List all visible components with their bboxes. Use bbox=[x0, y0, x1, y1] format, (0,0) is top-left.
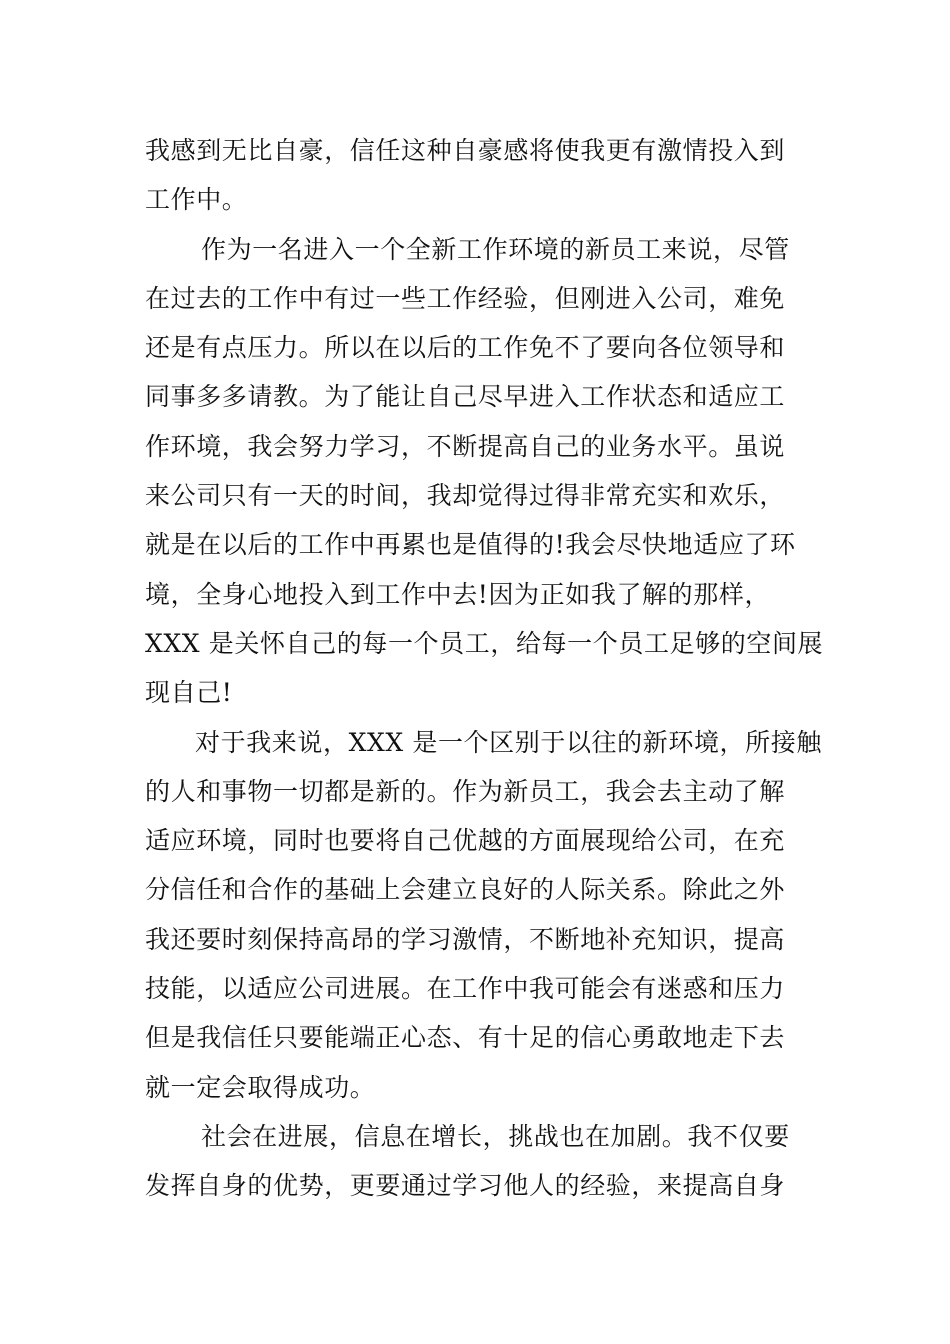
paragraph-start-line: 作为一名进入一个全新工作环境的新员工来说，尽管 bbox=[201, 234, 790, 264]
text-line: 同事多多请教。为了能让自己尽早进入工作状态和适应工 bbox=[145, 382, 786, 412]
text-line: 发挥自身的优势，更要通过学习他人的经验，来提高自身 bbox=[145, 1171, 786, 1201]
text-line: 技能，以适应公司进展。在工作中我可能会有迷惑和压力 bbox=[145, 974, 786, 1004]
text-line: 还是有点压力。所以在以后的工作免不了要向各位领导和 bbox=[145, 333, 786, 363]
paragraph-start-line: 社会在进展，信息在增长，挑战也在加剧。我不仅要 bbox=[201, 1121, 790, 1151]
text-line: 境，全身心地投入到工作中去!因为正如我了解的那样， bbox=[145, 579, 771, 609]
text-line: 分信任和合作的基础上会建立良好的人际关系。除此之外 bbox=[145, 875, 786, 905]
text-line: 适应环境，同时也要将自己优越的方面展现给公司，在充 bbox=[145, 826, 786, 856]
text-line: 就是在以后的工作中再累也是值得的!我会尽快地适应了环 bbox=[145, 530, 796, 560]
text-line: 但是我信任只要能端正心态、有十足的信心勇敢地走下去 bbox=[145, 1023, 786, 1053]
document-body bbox=[145, 126, 845, 1211]
text-line: 在过去的工作中有过一些工作经验，但刚进入公司，难免 bbox=[145, 283, 786, 313]
text-line: 作环境，我会努力学习，不断提高自己的业务水平。虽说 bbox=[145, 431, 786, 461]
text-line: 就一定会取得成功。 bbox=[145, 1072, 376, 1102]
text-line: 工作中。 bbox=[145, 185, 248, 215]
text-line: 我感到无比自豪，信任这种自豪感将使我更有激情投入到 bbox=[145, 136, 786, 165]
text-line: 来公司只有一天的时间，我却觉得过得非常充实和欢乐， bbox=[145, 481, 786, 511]
paragraph-start-line: 对于我来说，XXX 是一个区别于以往的新环境，所接触 bbox=[195, 727, 822, 757]
text-line: 现自己! bbox=[145, 678, 233, 708]
text-line: 我还要时刻保持高昂的学习激情，不断地补充知识，提高 bbox=[145, 924, 786, 954]
text-line: 的人和事物一切都是新的。作为新员工，我会去主动了解 bbox=[145, 776, 786, 806]
text-line: XXX 是关怀自己的每一个员工，给每一个员工足够的空间展 bbox=[145, 628, 824, 658]
